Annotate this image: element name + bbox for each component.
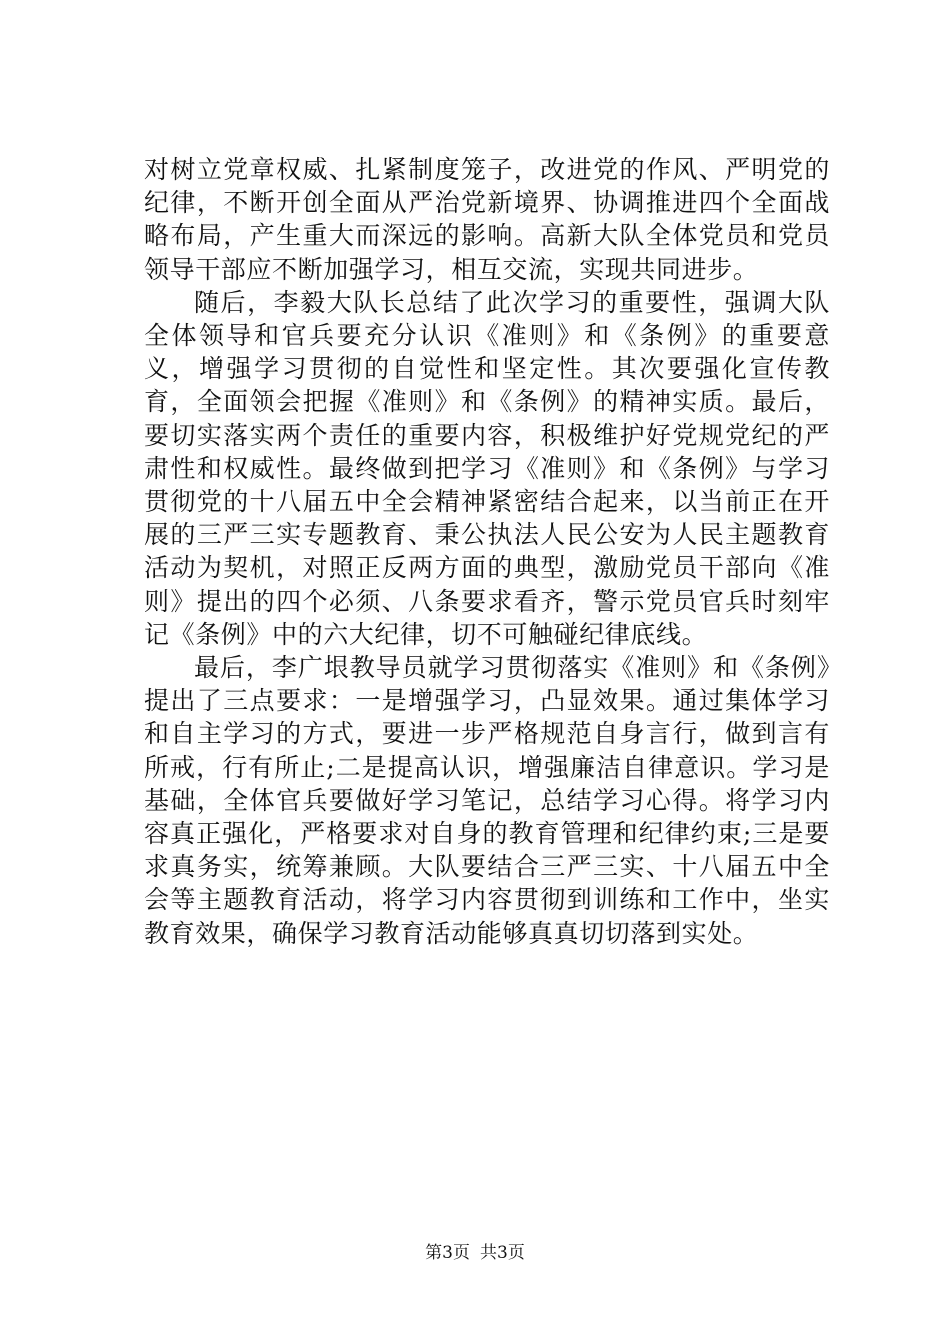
paragraph-requirements: 最后，李广垠教导员就学习贯彻落实《准则》和《条例》提出了三点要求：一是增强学习，凸显效果。通过集体学习和自主学习的方式，要进一步严格规范自身言行，做到言有所戒，行有所止;二是提高认识，增强廉洁自律意识。学习是基础，全体官兵要做好学习笔记，总结学习心得。将学习内容真正强化，严格要求对自身的教育管理和纪律约束;三是要求真务实，统筹兼顾。大队要结合三严三实、十八届五中全会等主题教育活动，将学习内容贯彻到训练和工作中，坐实教育效果，确保学习教育活动能够真真切切落到实处。	[144, 653, 830, 948]
paragraph-summary: 随后，李毅大队长总结了此次学习的重要性，强调大队全体领导和官兵要充分认识《准则》和《条例》的重要意义，增强学习贯彻的自觉性和坚定性。其次要强化宣传教育，全面领会把握《准则》和《条例》的精神实质。最后，要切实落实两个责任的重要内容，积极维护好党规党纪的严肃性和权威性。最终做到把学习《准则》和《条例》与学习贯彻党的十八届五中全会精神紧密结合起来，以当前正在开展的三严三实专题教育、秉公执法人民公安为人民主题教育活动为契机，对照正反两方面的典型，激励党员干部向《准则》提出的四个必须、八条要求看齐，警示党员官兵时刻牢记《条例》中的六大纪律，切不可触碰纪律底线。	[144, 287, 830, 649]
page-total: 共3页	[480, 1243, 525, 1263]
page-number: 第3页	[425, 1243, 470, 1263]
document-body	[144, 153, 830, 950]
paragraph-continuation: 对树立党章权威、扎紧制度笼子，改进党的作风、严明党的纪律，不断开创全面从严治党新境界、协调推进四个全面战略布局，产生重大而深远的影响。高新大队全体党员和党员领导干部应不断加强学习，相互交流，实现共同进步。	[144, 155, 830, 284]
page-footer	[0, 1242, 950, 1264]
